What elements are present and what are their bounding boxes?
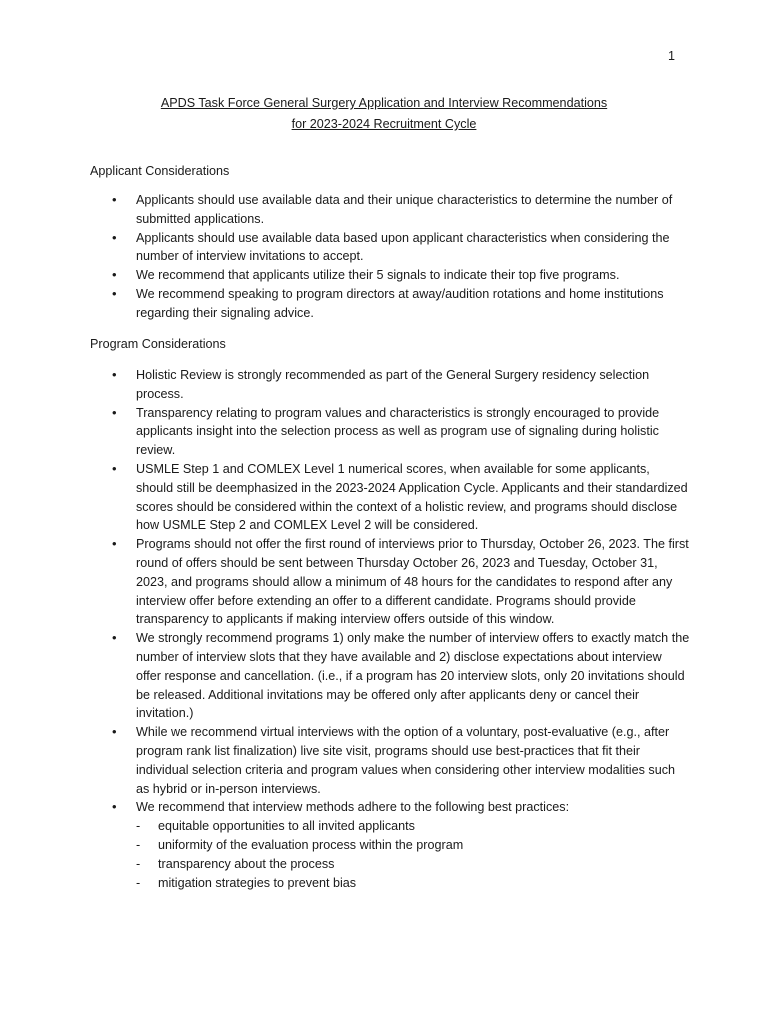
list-item: • Applicants should use available data and their unique characteristics to determine the number of submitted applications. [90,191,690,229]
program-considerations-list [90,366,690,892]
document-title [0,93,768,135]
list-item: • Programs should not offer the first round of interviews prior to Thursday, October 26, 2023. The first round of offers should be sent between Thursday October 26, 2023 and Tuesday, October 31, 2023, and programs should allow a minimum of 48 hours for the candidates to respond after any interview offer before extending an offer to a different candidate. Programs should provide transparency to applicants if making interview offers outside of this window. [90,535,690,629]
dash-item: - mitigation strategies to prevent bias [136,874,690,893]
applicant-considerations-heading: Applicant Considerations [90,164,230,178]
title-line-1: APDS Task Force General Surgery Application and Interview Recommendations [160,96,608,110]
dash-item: - transparency about the process [136,855,690,874]
applicant-considerations-list [90,191,690,323]
best-practices-list [136,817,690,892]
title-line-2: for 2023-2024 Recruitment Cycle [291,117,477,131]
page-number: 1 [668,49,676,63]
list-item: • We recommend that applicants utilize their 5 signals to indicate their top five programs. [90,266,690,285]
dash-item: - uniformity of the evaluation process within the program [136,836,690,855]
list-item: • USMLE Step 1 and COMLEX Level 1 numerical scores, when available for some applicants, should still be deemphasized in the 2023-2024 Application Cycle. Applicants and their standardized scores should be considered within the context of a holistic review, and programs should disclose how USMLE Step 2 and COMLEX Level 2 will be considered. [90,460,690,535]
program-considerations-heading: Program Considerations [90,337,226,351]
list-item: • We recommend speaking to program directors at away/audition rotations and home institutions regarding their signaling advice. [90,285,690,323]
list-item: • Transparency relating to program values and characteristics is strongly encouraged to provide applicants insight into the selection process as well as program use of signaling during holistic review. [90,404,690,460]
best-practices-intro: We recommend that interview methods adhere to the following best practices: [136,800,570,815]
list-item: • We strongly recommend programs 1) only make the number of interview offers to exactly match the number of interview slots that they have available and 2) disclose expectations about interview offer response and cancellation. (i.e., if a program has 20 interview slots, only 20 invitations should be released. Additional invitations may be offered only after applicants deny or cancel their invitation.) [90,629,690,723]
dash-item: - equitable opportunities to all invited applicants [136,817,690,836]
list-item-best-practices [90,798,690,892]
list-item: • Holistic Review is strongly recommended as part of the General Surgery residency selection process. [90,366,690,404]
list-item: • Applicants should use available data based upon applicant characteristics when considering the number of interview invitations to accept. [90,229,690,267]
list-item: • While we recommend virtual interviews with the option of a voluntary, post-evaluative (e.g., after program rank list finalization) live site visit, programs should use best-practices that fit their individual selection criteria and program values when considering other interview modalities such as hybrid or in-person interviews. [90,723,690,798]
